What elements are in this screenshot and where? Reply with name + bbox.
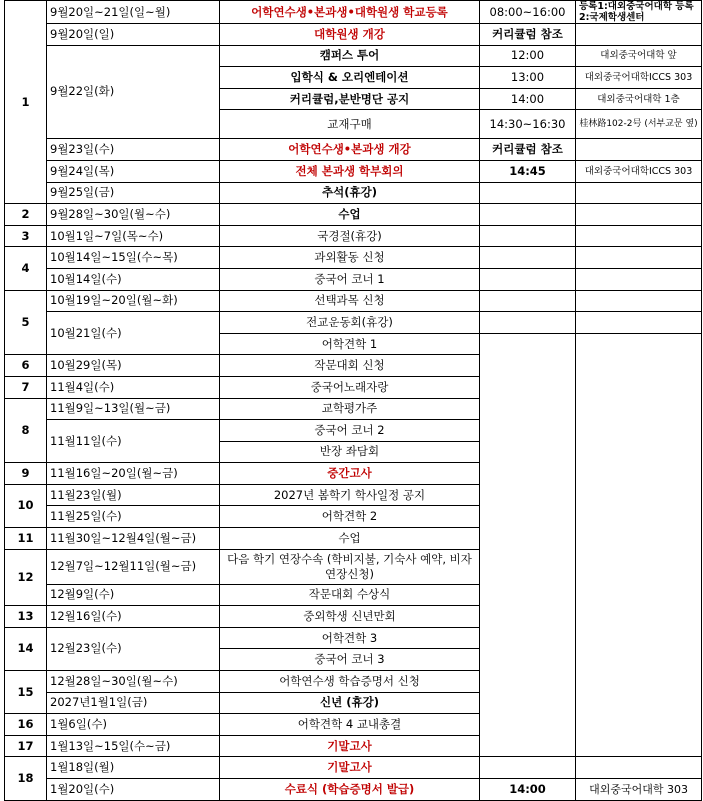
date-cell: 10월1일~7일(목~수) xyxy=(47,225,220,247)
time-cell xyxy=(480,757,576,779)
event-cell: 어학견학 4 교내총결 xyxy=(220,714,480,736)
location-cell: 대외중국어대학ICCS 303 xyxy=(576,67,702,89)
date-cell: 9월23일(수) xyxy=(47,139,220,161)
time-cell xyxy=(480,204,576,226)
location-cell xyxy=(576,225,702,247)
time-cell: 커리큘럼 참조 xyxy=(480,24,576,46)
week-number: 9 xyxy=(5,463,47,485)
location-cell xyxy=(576,182,702,204)
time-cell xyxy=(480,225,576,247)
date-cell: 9월24일(목) xyxy=(47,160,220,182)
time-cell: 08:00~16:00 xyxy=(480,1,576,24)
week-number: 2 xyxy=(5,204,47,226)
location-cell: 대외중국어대학 앞 xyxy=(576,45,702,67)
week-number: 8 xyxy=(5,398,47,463)
event-cell: 국경절(휴강) xyxy=(220,225,480,247)
week-number: 3 xyxy=(5,225,47,247)
week-number: 18 xyxy=(5,757,47,800)
event-cell: 추석(휴강) xyxy=(220,182,480,204)
table-row xyxy=(5,225,702,247)
event-cell: 중국어 코너 1 xyxy=(220,268,480,290)
table-row xyxy=(5,290,702,312)
date-cell: 12월16일(수) xyxy=(47,606,220,628)
event-cell: 전체 본과생 학부회의 xyxy=(220,160,480,182)
date-cell: 12월28일~30일(월~수) xyxy=(47,671,220,693)
event-cell: 신년 (휴강) xyxy=(220,692,480,714)
table-row xyxy=(5,312,702,334)
location-cell: 대외중국어대학 1층 xyxy=(576,88,702,110)
date-cell: 1월6일(수) xyxy=(47,714,220,736)
week-number: 10 xyxy=(5,484,47,527)
event-cell: 과외활동 신청 xyxy=(220,247,480,269)
date-cell: 9월20일(일) xyxy=(47,24,220,46)
week-number: 12 xyxy=(5,549,47,606)
location-cell xyxy=(576,139,702,161)
event-cell: 기말고사 xyxy=(220,757,480,779)
event-cell: 중국어노래자랑 xyxy=(220,376,480,398)
date-cell: 9월20일~21일(일~월) xyxy=(47,1,220,24)
location-cell xyxy=(576,312,702,334)
time-cell: 13:00 xyxy=(480,67,576,89)
date-cell: 9월22일(화) xyxy=(47,45,220,139)
location-cell xyxy=(576,24,702,46)
event-cell: 수료식 (학습증명서 발급) xyxy=(220,779,480,801)
event-cell: 입학식 & 오리엔테이션 xyxy=(220,67,480,89)
table-row xyxy=(5,182,702,204)
event-cell: 어학연수생•본과생•대학원생 학교등록 xyxy=(220,1,480,24)
time-cell: 14:30~16:30 xyxy=(480,110,576,139)
event-cell: 다음 학기 연장수속 (학비지불, 기숙사 예약, 비자연장신청) xyxy=(220,549,480,584)
date-cell: 10월14일(수) xyxy=(47,268,220,290)
event-cell: 어학연수생•본과생 개강 xyxy=(220,139,480,161)
event-cell: 2027년 봄학기 학사일정 공지 xyxy=(220,484,480,506)
week-number: 14 xyxy=(5,627,47,670)
week-number: 1 xyxy=(5,1,47,204)
date-cell: 11월16일~20일(월~금) xyxy=(47,463,220,485)
table-row xyxy=(5,779,702,801)
time-cell: 14:00 xyxy=(480,779,576,801)
week-number: 17 xyxy=(5,735,47,757)
week-number: 6 xyxy=(5,355,47,377)
table-row xyxy=(5,204,702,226)
time-cell: 커리큘럼 참조 xyxy=(480,139,576,161)
location-cell: 대외중국어대학ICCS 303 xyxy=(576,160,702,182)
week-number: 5 xyxy=(5,290,47,355)
date-cell: 12월23일(수) xyxy=(47,627,220,670)
event-cell: 교학평가주 xyxy=(220,398,480,420)
date-cell: 10월29일(목) xyxy=(47,355,220,377)
time-cell xyxy=(480,290,576,312)
date-cell: 12월9일(수) xyxy=(47,584,220,606)
week-number: 4 xyxy=(5,247,47,290)
date-cell: 1월20일(수) xyxy=(47,779,220,801)
event-cell: 교재구매 xyxy=(220,110,480,139)
time-cell: 14:45 xyxy=(480,160,576,182)
time-cell: 14:00 xyxy=(480,88,576,110)
event-cell: 어학견학 3 xyxy=(220,627,480,649)
event-cell: 어학연수생 학습증명서 신청 xyxy=(220,671,480,693)
table-row xyxy=(5,247,702,269)
event-cell: 선택과목 신청 xyxy=(220,290,480,312)
table-row xyxy=(5,24,702,46)
event-cell: 중간고사 xyxy=(220,463,480,485)
table-row xyxy=(5,1,702,24)
time-cell xyxy=(480,333,576,757)
date-cell: 11월9일~13일(월~금) xyxy=(47,398,220,420)
date-cell: 10월19일~20일(월~화) xyxy=(47,290,220,312)
date-cell: 11월11일(수) xyxy=(47,420,220,463)
table-row xyxy=(5,160,702,182)
event-cell: 기말고사 xyxy=(220,735,480,757)
location-cell: 등록1:대외중국어대학 등록2:국제학생센터 xyxy=(576,1,702,24)
date-cell: 2027년1월1일(금) xyxy=(47,692,220,714)
table-row xyxy=(5,268,702,290)
date-cell: 11월23일(월) xyxy=(47,484,220,506)
table-row xyxy=(5,757,702,779)
event-cell: 중국어 코너 2 xyxy=(220,420,480,442)
event-cell: 작문대회 신청 xyxy=(220,355,480,377)
week-number: 15 xyxy=(5,671,47,714)
table-row xyxy=(5,139,702,161)
event-cell: 반장 좌담회 xyxy=(220,441,480,463)
event-cell: 어학견학 2 xyxy=(220,506,480,528)
week-number: 7 xyxy=(5,376,47,398)
time-cell xyxy=(480,247,576,269)
event-cell: 커리큘럼,분반명단 공지 xyxy=(220,88,480,110)
date-cell: 9월25일(금) xyxy=(47,182,220,204)
date-cell: 11월25일(수) xyxy=(47,506,220,528)
time-cell xyxy=(480,182,576,204)
academic-schedule-table xyxy=(4,0,702,801)
location-cell xyxy=(576,333,702,757)
location-cell xyxy=(576,290,702,312)
week-number: 16 xyxy=(5,714,47,736)
date-cell: 10월21일(수) xyxy=(47,312,220,355)
location-cell: 대외중국어대학 303 xyxy=(576,779,702,801)
location-cell xyxy=(576,268,702,290)
week-number: 11 xyxy=(5,528,47,550)
date-cell: 1월13일~15일(수~금) xyxy=(47,735,220,757)
week-number: 13 xyxy=(5,606,47,628)
event-cell: 중외학생 신년만회 xyxy=(220,606,480,628)
event-cell: 전교운동회(휴강) xyxy=(220,312,480,334)
location-cell xyxy=(576,757,702,779)
time-cell: 12:00 xyxy=(480,45,576,67)
date-cell: 10월14일~15일(수~목) xyxy=(47,247,220,269)
date-cell: 9월28일~30일(월~수) xyxy=(47,204,220,226)
event-cell: 작문대회 수상식 xyxy=(220,584,480,606)
location-cell xyxy=(576,247,702,269)
date-cell: 12월7일~12월11일(월~금) xyxy=(47,549,220,584)
event-cell: 어학견학 1 xyxy=(220,333,480,355)
event-cell: 캠퍼스 투어 xyxy=(220,45,480,67)
time-cell xyxy=(480,312,576,334)
event-cell: 수업 xyxy=(220,528,480,550)
location-cell: 桂林路102-2号 (서부교문 옆) xyxy=(576,110,702,139)
date-cell: 11월4일(수) xyxy=(47,376,220,398)
event-cell: 중국어 코너 3 xyxy=(220,649,480,671)
location-cell xyxy=(576,204,702,226)
event-cell: 수업 xyxy=(220,204,480,226)
time-cell xyxy=(480,268,576,290)
table-row xyxy=(5,45,702,67)
event-cell: 대학원생 개강 xyxy=(220,24,480,46)
date-cell: 1월18일(월) xyxy=(47,757,220,779)
date-cell: 11월30일~12월4일(월~금) xyxy=(47,528,220,550)
